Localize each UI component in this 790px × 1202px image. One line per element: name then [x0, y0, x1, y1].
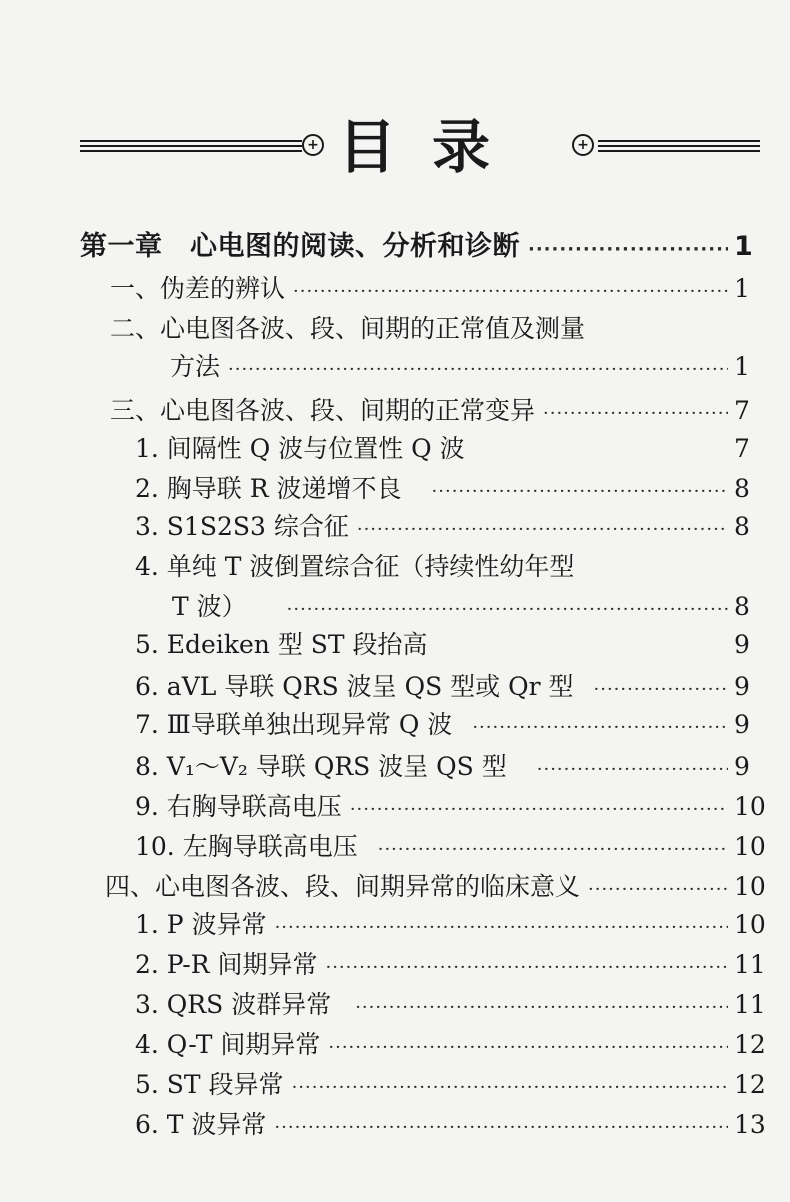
dot-leader [537, 751, 728, 789]
dot-leader [350, 791, 728, 829]
dot-leader [292, 1069, 728, 1107]
entry-label: 4. Q-T 间期异常 [135, 1030, 321, 1059]
entry-page: 13 [734, 1110, 766, 1139]
entry-label: 二、心电图各波、段、间期的正常值及测量 [110, 314, 586, 343]
toc-entry[interactable] [0, 788, 790, 826]
dot-leader [287, 591, 728, 629]
entry-page: 7 [734, 434, 750, 463]
entry-page: 11 [734, 950, 766, 979]
toc-entry[interactable] [0, 1066, 790, 1104]
entry-page: 10 [734, 872, 766, 901]
entry-page: 12 [734, 1070, 766, 1099]
entry-page: 1 [734, 352, 750, 381]
dot-leader [594, 671, 728, 709]
toc-entry[interactable] [0, 668, 790, 706]
dot-leader [275, 909, 728, 947]
toc-entry[interactable] [0, 508, 790, 546]
entry-page: 1 [734, 231, 753, 262]
toc-entry[interactable] [0, 548, 790, 586]
entry-label: 7. Ⅲ导联单独出现异常 Q 波 [135, 710, 453, 739]
dot-leader [357, 511, 728, 549]
entry-page: 9 [734, 752, 750, 781]
entry-label: 9. 右胸导联高电压 [135, 792, 342, 821]
toc-entry[interactable] [0, 946, 790, 984]
toc-entry[interactable] [0, 906, 790, 944]
dot-leader [378, 831, 728, 869]
page-title: 目录 [338, 113, 527, 181]
entry-label: 5. Edeiken 型 ST 段抬高 [135, 630, 428, 659]
entry-label: 第一章 心电图的阅读、分析和诊断 [80, 231, 520, 262]
entry-label: 6. aVL 导联 QRS 波呈 QS 型或 Qr 型 [135, 672, 574, 701]
toc-entry[interactable] [0, 392, 790, 430]
dot-leader [293, 273, 728, 311]
toc-entry[interactable] [0, 748, 790, 786]
entry-label: 3. S1S2S3 综合征 [135, 512, 349, 541]
toc-entry-chapter-1[interactable] [0, 228, 790, 266]
entry-label: 1. 间隔性 Q 波与位置性 Q 波 [135, 434, 465, 463]
entry-label: 8. V₁～V₂ 导联 QRS 波呈 QS 型 [135, 752, 507, 781]
entry-page: 11 [734, 990, 766, 1019]
entry-label: 10. 左胸导联高电压 [135, 832, 358, 861]
dot-leader [472, 709, 728, 747]
entry-page: 9 [734, 630, 750, 659]
entry-label: 6. T 波异常 [135, 1110, 267, 1139]
toc-entry[interactable] [0, 470, 790, 508]
toc-entry[interactable] [0, 868, 790, 906]
entry-label: 4. 单纯 T 波倒置综合征（持续性幼年型 [135, 552, 575, 581]
entry-label: 1. P 波异常 [135, 910, 267, 939]
dot-leader [325, 949, 728, 987]
entry-label: 四、心电图各波、段、间期异常的临床意义 [105, 872, 581, 901]
toc-entry[interactable] [0, 270, 790, 308]
entry-page: 9 [734, 672, 750, 701]
toc-entry[interactable] [0, 986, 790, 1024]
entry-page: 12 [734, 1030, 766, 1059]
entry-page: 8 [734, 474, 750, 503]
entry-label: 2. P-R 间期异常 [135, 950, 318, 979]
dot-leader [432, 473, 728, 511]
toc-entry[interactable] [0, 626, 790, 664]
entry-label: 三、心电图各波、段、间期的正常变异 [110, 396, 536, 425]
entry-label: 2. 胸导联 R 波递增不良 [135, 474, 402, 503]
dot-leader [528, 231, 728, 269]
entry-page: 8 [734, 512, 750, 541]
entry-page: 10 [734, 792, 766, 821]
entry-label: 5. ST 段异常 [135, 1070, 284, 1099]
dot-leader [274, 1109, 728, 1147]
toc-entry[interactable] [0, 1026, 790, 1064]
toc-entry[interactable] [0, 706, 790, 744]
dot-leader [328, 1029, 728, 1067]
toc-entry[interactable] [0, 430, 790, 468]
entry-label: 一、伪差的辨认 [110, 274, 286, 303]
dot-leader [588, 871, 728, 909]
entry-page: 10 [734, 910, 766, 939]
entry-page: 10 [734, 832, 766, 861]
plus-circle-icon: + [302, 134, 324, 156]
plus-circle-icon: + [572, 134, 594, 156]
dot-leader [355, 989, 728, 1027]
toc-entry[interactable] [0, 1106, 790, 1144]
toc-entry-continuation[interactable] [0, 588, 790, 626]
entry-label: 3. QRS 波群异常 [135, 990, 332, 1019]
entry-page: 7 [734, 396, 750, 425]
entry-page: 9 [734, 710, 750, 739]
dot-leader [228, 351, 728, 389]
entry-page: 8 [734, 592, 750, 621]
toc-entry[interactable] [0, 310, 790, 348]
entry-label: T 波） [172, 592, 247, 621]
toc-entry-continuation[interactable] [0, 348, 790, 386]
dot-leader [543, 395, 728, 433]
entry-label: 方法 [170, 352, 221, 381]
entry-page: 1 [734, 274, 750, 303]
toc-entry[interactable] [0, 828, 790, 866]
